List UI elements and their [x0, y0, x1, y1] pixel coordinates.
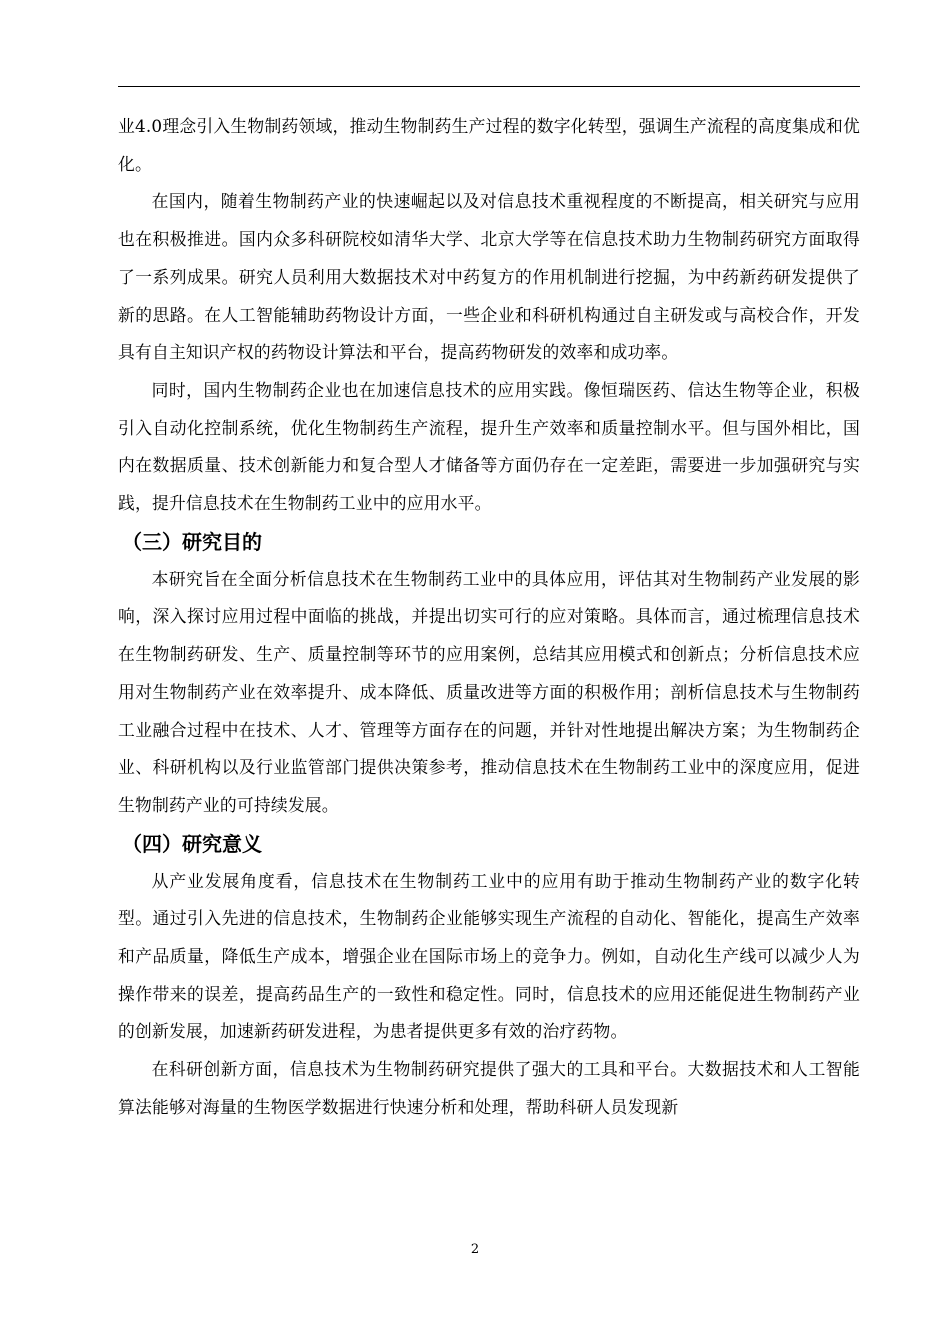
paragraph-domestic-research: 在国内，随着生物制药产业的快速崛起以及对信息技术重视程度的不断提高，相关研究与应用也在积极推进。国内众多科研院校如清华大学、北京大学等在信息技术助力生物制药研究方面取得了一系列成果。研究人员利用大数据技术对中药复方的作用机制进行挖掘，为中药新药研发提供了新的思路。在人工智能辅助药物设计方面，一些企业和科研机构通过自主研发或与高校合作，开发具有自主知识产权的药物设计算法和平台，提高药物研发的效率和成功率。 [118, 191, 860, 363]
paragraph-research-purpose: 本研究旨在全面分析信息技术在生物制药工业中的具体应用，评估其对生物制药产业发展的影响，深入探讨应用过程中面临的挑战，并提出切实可行的应对策略。具体而言，通过梳理信息技术在生物制药研发、生产、质量控制等环节的应用案例，总结其应用模式和创新点；分析信息技术应用对生物制药产业在效率提升、成本降低、质量改进等方面的积极作用；剖析信息技术与生物制药工业融合过程中在技术、人才、管理等方面存在的问题，并针对性地提出解决方案；为生物制药企业、科研机构以及行业监管部门提供决策参考，推动信息技术在生物制药工业中的深度应用，促进生物制药产业的可持续发展。 [118, 568, 860, 815]
paragraph-industry-development: 从产业发展角度看，信息技术在生物制药工业中的应用有助于推动生物制药产业的数字化转型。通过引入先进的信息技术，生物制药企业能够实现生产流程的自动化、智能化，提高生产效率和产品质量，降低生产成本，增强企业在国际市场上的竞争力。例如，自动化生产线可以减少人为操作带来的误差，提高药品生产的一致性和稳定性。同时，信息技术的应用还能促进生物制药产业的创新发展，加速新药研发进程，为患者提供更多有效的治疗药物。 [118, 870, 860, 1042]
document-body [118, 108, 860, 1127]
paragraph-domestic-enterprises: 同时，国内生物制药企业也在加速信息技术的应用实践。像恒瑞医药、信达生物等企业，积极引入自动化控制系统，优化生物制药生产流程，提升生产效率和质量控制水平。但与国外相比，国内在数据质量、技术创新能力和复合型人才储备等方面仍存在一定差距，需要进一步加强研究与实践，提升信息技术在生物制药工业中的应用水平。 [118, 379, 860, 514]
heading-research-significance: （四）研究意义 [122, 831, 262, 856]
paragraph-research-innovation: 在科研创新方面，信息技术为生物制药研究提供了强大的工具和平台。大数据技术和人工智能算法能够对海量的生物医学数据进行快速分析和处理，帮助科研人员发现新 [118, 1059, 860, 1117]
heading-research-purpose: （三）研究目的 [122, 529, 262, 554]
page-number: 2 [470, 1242, 480, 1257]
paragraph-continuation: 业4.0理念引入生物制药领域，推动生物制药生产过程的数字化转型，强调生产流程的高度集成和优化。 [118, 116, 860, 174]
header-rule [118, 86, 860, 87]
